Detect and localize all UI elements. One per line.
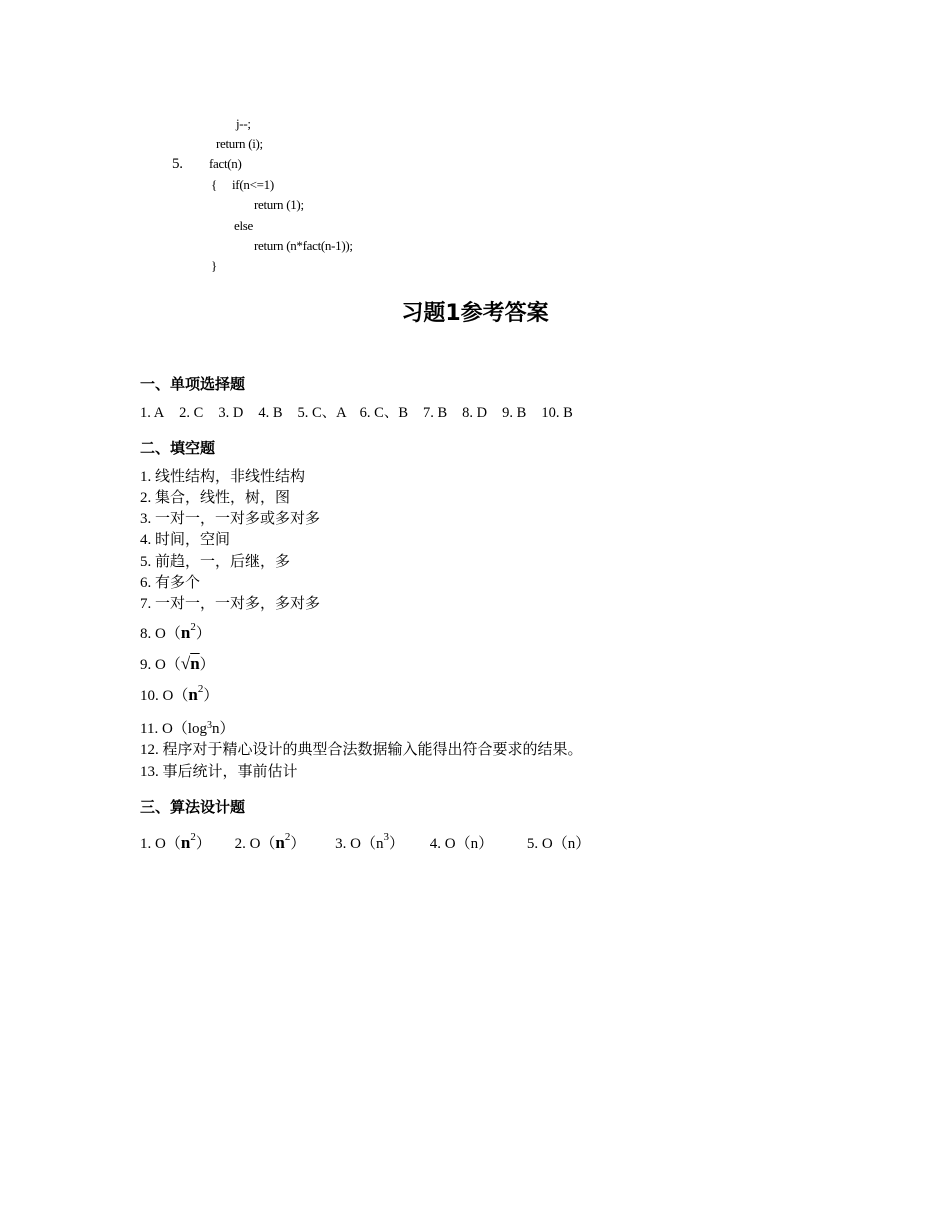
answer-item [140,831,211,852]
formula-exponent: 3 [383,831,389,843]
fill-blank-item: 6. 有多个 [140,575,201,591]
fill-blank-item: 13. 事后统计，事前估计 [140,764,298,780]
formula-exponent: 2 [190,831,196,843]
answer-item: 1. A [140,405,165,421]
fill-blank-item-11 [140,719,234,739]
fill-blank-item: 1. 线性结构，非线性结构 [140,469,306,485]
answer-item: 4. B [258,405,283,421]
answer-item: 4. O（n） [429,836,494,852]
page-title: 习题1参考答案 [401,301,549,326]
formula-suffix: ） [203,688,219,704]
answer-item: 9. B [502,405,527,421]
code-brace: { [211,177,217,192]
code-item-number: 5. [172,156,183,172]
code-line: if(n<=1) [232,177,274,192]
formula-prefix: 10. O（ [140,688,189,704]
formula-exponent: 2 [197,683,204,695]
algorithm-answers [140,833,590,854]
answer-item: 8. D [462,405,488,421]
code-line: return (1); [254,197,304,212]
section-heading-fill-blank: 二、填空题 [140,439,216,457]
code-brace: } [211,258,217,273]
formula-prefix: 9. O（ [140,657,181,673]
formula-base: n [180,623,191,642]
formula-prefix: 8. O（ [140,626,181,642]
formula-suffix: ） [199,657,215,673]
section-heading-algorithm-design: 三、算法设计题 [140,798,246,816]
formula-prefix: 2. O（ [234,836,276,852]
answer-item: 7. B [423,405,448,421]
formula-exponent: 2 [284,831,291,843]
code-line: return (n*fact(n-1)); [254,238,353,253]
formula-base: n [188,685,198,704]
fill-blank-item: 12. 程序对于精心设计的典型合法数据输入能得出符合要求的结果。 [140,742,583,758]
code-line: fact(n) [209,156,242,171]
fill-blank-item: 5. 前趋，一，后继，多 [140,554,291,570]
answer-item: 5. O（n） [526,836,591,852]
formula-base: n [275,833,285,852]
single-choice-answers [140,403,573,423]
fill-blank-item: 2. 集合，线性，树，图 [140,490,291,506]
answer-item [234,831,306,852]
formula-suffix: ） [389,836,405,852]
formula-suffix: ） [195,836,211,852]
formula-suffix: ） [290,836,306,852]
fill-blank-item: 7. 一对一，一对多，多对多 [140,596,321,612]
answer-item [335,831,405,852]
formula-base: n [180,833,191,852]
code-line: return (i); [216,136,263,151]
sqrt-symbol: √ [180,654,191,673]
code-line: j--; [236,116,251,131]
formula-prefix: 1. O（ [140,836,181,852]
answer-item: 5. C、A [297,405,347,421]
formula-suffix: ） [195,626,211,642]
formula-base: n [190,654,200,673]
answer-item: 6. C、B [359,405,408,421]
log-base: 3 [206,720,212,731]
fill-blank-item-10 [140,685,218,706]
code-line: else [234,218,254,233]
formula-suffix: n） [211,721,235,737]
formula-exponent: 2 [190,621,196,633]
formula-prefix: 11. O（log [140,721,207,737]
fill-blank-item: 4. 时间，空间 [140,532,231,548]
formula-prefix: 3. O（n [335,836,384,852]
fill-blank-item: 3. 一对一，一对多或多对多 [140,511,321,527]
fill-blank-item-9 [140,654,215,675]
answer-item: 3. D [218,405,244,421]
fill-blank-item-8 [140,623,211,644]
answer-item: 10. B [541,405,573,421]
section-heading-single-choice: 一、单项选择题 [140,375,246,393]
answer-item: 2. C [179,405,204,421]
